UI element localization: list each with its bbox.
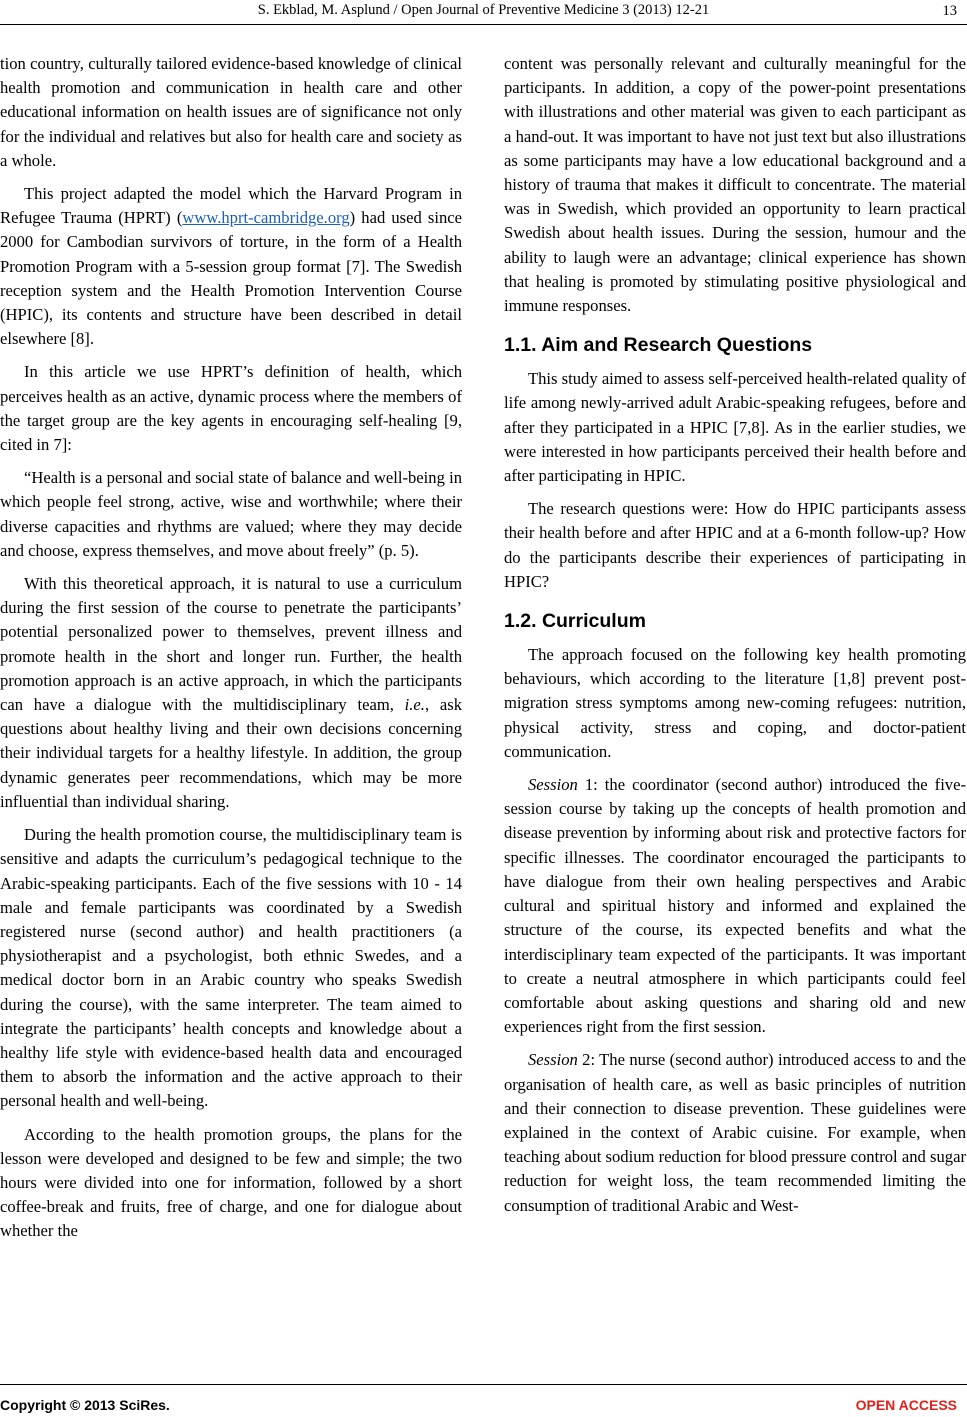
left-column — [0, 52, 462, 1253]
paragraph: During the health promotion course, the multidisciplinary team is sensitive and adapts the curriculum’s pedagogical technique to the Arabic-speaking participants. Each of the five sessions with 10 - 14 male and female participants was coordinated by a Swedish registered nurse (second author) and health practitioners (a physiotherapist and a psychologist, both ethnic Swedes, and a medical doctor born in an Arabic country who speaks Swedish during the course), with the same interpreter. The team aimed to integrate the participants’ health concepts and knowledge about a healthy life style with evidence-based health data and encouraged them to absorb the information and the active approach to their personal health and well-being. — [0, 825, 462, 1111]
session-paragraph — [504, 773, 966, 1039]
right-column — [504, 52, 966, 1227]
copyright-notice: Copyright © 2013 SciRes. — [0, 1397, 170, 1413]
session-label: Session — [528, 1050, 578, 1070]
running-title: S. Ekblad, M. Asplund / Open Journal of Preventive Medicine 3 (2013) 12-21 — [257, 2, 710, 18]
paragraph — [0, 572, 462, 814]
ie-abbrev: i.e. — [404, 695, 425, 715]
paragraph: According to the health promotion groups, the plans for the lesson were developed and designed to be few and simple; the two hours were divided into one for information, followed by a short coffee-break and fruits, free of charge, and one for dialogue about whether the — [0, 1124, 462, 1241]
header-rule — [0, 24, 967, 25]
hprt-link[interactable]: www.hprt-cambridge.org — [182, 208, 350, 228]
section-heading: 1.1. Aim and Research Questions — [504, 334, 813, 357]
paragraph — [0, 182, 462, 351]
paragraph: In this article we use HPRT’s definition of health, which perceives health as an active, dynamic process where the members of the target group are the key agents in encouraging self-healing [9, cited in 7]: — [0, 362, 462, 455]
paragraph: The approach focused on the following key health promoting behaviours, which according to the literature [1,8] prevent post-migration stress symptoms among new-coming refugees: nutrition, physical activity, stress and coping, and doctor-patient communication. — [504, 645, 966, 761]
footer-rule — [0, 1384, 967, 1385]
page-header — [0, 0, 967, 26]
paragraph-text: ) had used since 2000 for Cambodian survivors of torture, in the form of a Health Promotion Program with a 5-session group format [7]. The Swedish reception system and the Health Promotion Intervention Course (HPIC), its contents and structure have been described in detail elsewhere [8]. — [0, 208, 462, 349]
paragraph: The research questions were: How do HPIC participants assess their health before and after HPIC and at a 6-month follow-up? How do the participants describe their experiences of participating in HPIC? — [504, 499, 966, 591]
section-heading: 1.2. Curriculum — [504, 610, 646, 633]
paragraph: This study aimed to assess self-perceived health-related quality of life among newly-arrived adult Arabic-speaking refugees, before and after they participated in a HPIC [7,8]. As in the earlier studies, we were interested in how participants perceived their health before and after participating in HPIC. — [504, 369, 966, 486]
session-paragraph — [504, 1048, 966, 1217]
paragraph-text: This project adapted the model which the Harvard Program in Refugee Trauma (HPRT) ( — [0, 184, 462, 228]
page-footer — [0, 1384, 967, 1414]
paragraph-text: With this theoretical approach, it is natural to use a curriculum during the first session of the course to penetrate the participants’ potential personalized power to themselves, prevent illness and promote health in the short and longer run. Further, the health promotion approach is an active approach, in which the participants can have a dialogue with the multidisciplinary team, — [0, 574, 462, 715]
paragraph-text: 1: the coordinator (second author) introduced the five-session course by taking up the concepts of health promotion and disease prevention by informing about risk and protective factors for specific illnesses. The coordinator encouraged the participants to have dialogue from their own healing perspectives and Arabic cultural and spiritual history and informed and explained the structure of the course, its expected benefits and what the interdisciplinary team expected of the participants. It was important to create a neutral atmosphere in which participants could feel comfortable about asking questions and sharing old and new experiences right from the first session. — [504, 775, 966, 1037]
paragraph-text: , ask questions about healthy living and their own decisions concerning their individual targets for a healthy lifestyle. In addition, the group dynamic generates peer recommendations, which may be more influential than individual sharing. — [0, 695, 463, 811]
quotation: “Health is a personal and social state of balance and well-being in which people feel strong, active, wise and worthwhile; where their diverse capacities and rhythms are valued; where they may decide and choose, express themselves, and move about freely” (p. 5). — [0, 468, 462, 560]
open-access-label: OPEN ACCESS — [855, 1397, 957, 1413]
paragraph: tion country, culturally tailored evidence-based knowledge of clinical health promotion and communication in health care and other educational information on health issues are of significance not only for the individual and relatives but also for health care and society as a whole. — [0, 54, 462, 170]
paragraph-text: 2: The nurse (second author) introduced access to and the organisation of health care, as well as basic principles of nutrition and their connection to disease prevention. These guidelines were explained in the context of Arabic cuisine. For example, when teaching about sodium reduction for blood pressure control and sugar reduction for weight loss, the team recommended limiting the consumption of traditional Arabic and West- — [504, 1050, 966, 1215]
session-label: Session — [528, 775, 578, 795]
paragraph: content was personally relevant and culturally meaningful for the participants. In addition, a copy of the power-point presentations with illustrations and other material was given to each participant as a hand-out. It was important to have not just text but also illustrations as some participants may have a low educational background and a history of trauma that makes it difficult to concentrate. The material was in Swedish, which provided an opportunity to learn practical Swedish about health issues. During the session, humour and the ability to laugh were an advantage; clinical experience has shown that healing is promoted by stimulating positive physiological and immune responses. — [504, 54, 966, 316]
page-number: 13 — [942, 3, 957, 19]
